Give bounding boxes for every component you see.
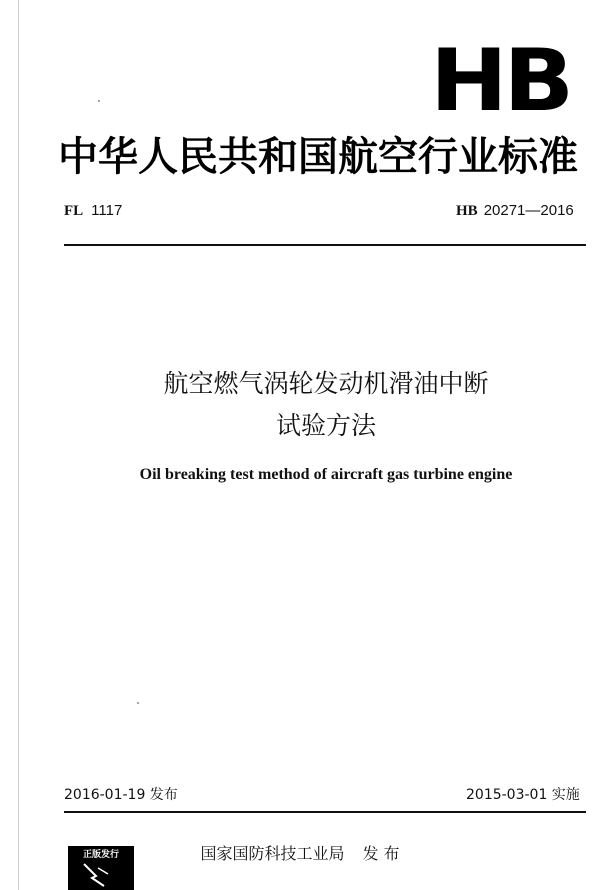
standard-category-title: 中华人民共和国航空行业标准 [58, 134, 578, 180]
standard-code [456, 202, 574, 220]
issue-date: 2016-01-19 发布 [64, 787, 178, 803]
document-title-en: Oil breaking test method of aircraft gas turbine engine [139, 466, 513, 483]
footer-divider [64, 811, 586, 813]
scan-speck [137, 702, 139, 704]
publisher-name: 国家国防科技工业局 [200, 844, 345, 863]
document-title-zh-line2: 试验方法 [275, 411, 376, 440]
hb-logo: HB [430, 31, 570, 131]
classification-number: 1117 [91, 202, 123, 219]
scan-speck [98, 100, 100, 102]
classification-code [64, 202, 122, 220]
stamp-emblem-icon [74, 862, 128, 888]
implementation-date: 2015-03-01 实施 [466, 787, 580, 803]
genuine-edition-stamp [68, 846, 134, 890]
publisher-action: 发 布 [362, 844, 400, 863]
document-title-zh-line1: 航空燃气涡轮发动机滑油中断 [163, 369, 489, 398]
header-divider [64, 244, 586, 246]
stamp-label: 正版发行 [82, 850, 119, 860]
classification-label: FL [64, 203, 84, 219]
standard-label: HB [456, 203, 478, 219]
standard-number: 20271—2016 [483, 202, 574, 219]
page-edge-line [18, 0, 19, 890]
